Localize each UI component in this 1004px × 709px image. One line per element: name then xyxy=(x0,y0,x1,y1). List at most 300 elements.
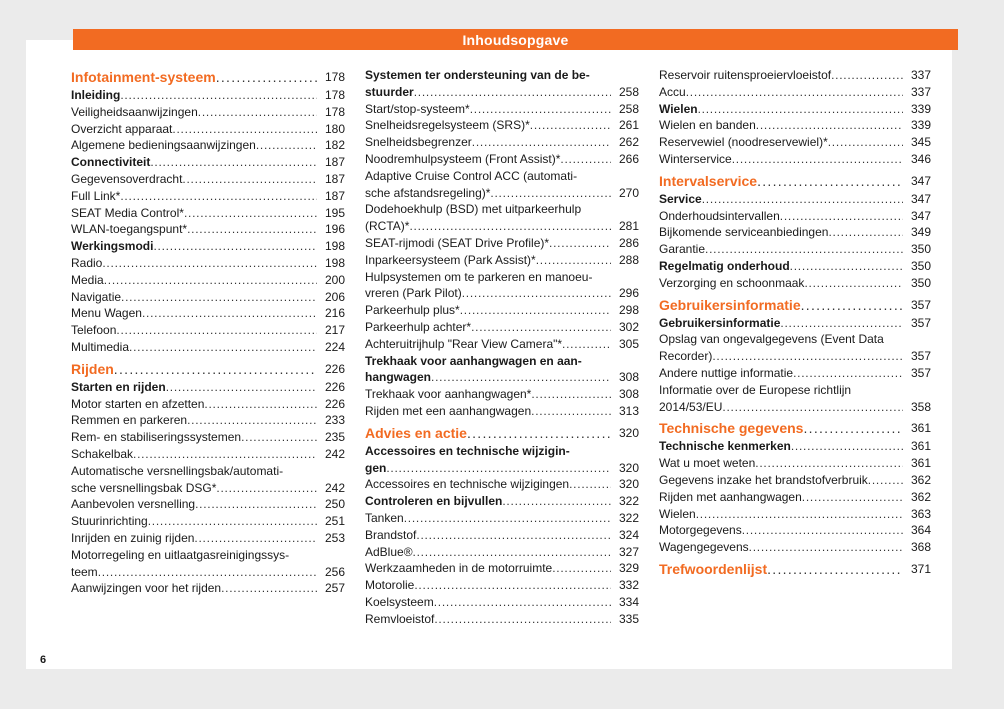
leader-dots xyxy=(198,104,317,121)
toc-entry-title: AdBlue® xyxy=(365,544,413,559)
leader-dots xyxy=(184,205,317,222)
toc-entry[interactable] xyxy=(659,315,931,332)
leader-dots xyxy=(460,302,611,319)
toc-entry[interactable] xyxy=(365,544,639,561)
toc-entry-title: Wielen xyxy=(659,101,698,116)
leader-dots xyxy=(828,224,903,241)
leader-dots xyxy=(868,472,903,489)
toc-entry-title: Rijden met aanhangwagen xyxy=(659,489,802,504)
leader-dots xyxy=(102,255,317,272)
leader-dots xyxy=(172,121,317,138)
toc-entry-title: Reservoir ruitensproeiervloeistof xyxy=(659,68,832,82)
toc-entry[interactable] xyxy=(659,191,931,208)
toc-entry-title: Wagengegevens xyxy=(659,540,749,555)
toc-entry[interactable] xyxy=(71,205,345,222)
toc-page-number: 346 xyxy=(910,151,931,166)
toc-entry[interactable] xyxy=(365,611,639,628)
toc-page-number: 302 xyxy=(618,319,639,334)
leader-dots xyxy=(793,365,903,382)
toc-page-number: 196 xyxy=(324,222,345,237)
toc-page-number: 296 xyxy=(618,286,639,301)
toc-entry[interactable] xyxy=(659,382,931,416)
toc-entry[interactable] xyxy=(71,496,345,513)
toc-entry[interactable] xyxy=(365,594,639,611)
toc-entry-title: Accu xyxy=(659,84,686,99)
toc-entry-title: stuurder xyxy=(365,84,414,99)
leader-dots xyxy=(803,418,903,438)
toc-entry[interactable] xyxy=(365,168,639,202)
toc-entry[interactable] xyxy=(71,580,345,597)
toc-entry[interactable] xyxy=(71,121,345,138)
leader-dots xyxy=(470,101,611,118)
toc-entry-title: Werkzaamheden in de motorruimte xyxy=(365,561,553,576)
leader-dots xyxy=(216,67,317,87)
toc-entry-title: Algemene bedieningsaanwijzingen xyxy=(71,138,256,153)
toc-page-number: 371 xyxy=(910,561,931,576)
toc-page-number: 313 xyxy=(618,403,639,418)
toc-entry-title: gen xyxy=(365,460,387,475)
leader-dots xyxy=(472,134,611,151)
toc-chapter-heading[interactable] xyxy=(71,67,345,87)
toc-entry[interactable] xyxy=(365,577,639,594)
toc-page-number: 362 xyxy=(910,489,931,504)
toc-entry-title-line: Informatie over de Europese richtlijn xyxy=(659,382,852,397)
toc-entry-title: Multimedia xyxy=(71,339,130,354)
toc-entry[interactable] xyxy=(365,336,639,353)
toc-entry[interactable] xyxy=(71,305,345,322)
toc-page-number: 334 xyxy=(618,594,639,609)
toc-page-number: 178 xyxy=(324,70,345,84)
toc-entry-title: Motorgegevens xyxy=(659,523,742,538)
toc-entry[interactable] xyxy=(659,208,931,225)
leader-dots xyxy=(802,489,903,506)
toc-entry[interactable] xyxy=(71,396,345,413)
toc-entry[interactable] xyxy=(71,87,345,104)
leader-dots xyxy=(216,480,317,497)
toc-entry-title: Gegevens inzake het brandstofverbruik xyxy=(659,472,868,487)
toc-entry-title: Wat u moet weten xyxy=(659,456,756,471)
toc-entry[interactable] xyxy=(71,429,345,446)
toc-entry-title: Navigatie xyxy=(71,289,122,304)
toc-entry-title: Trefwoordenlijst xyxy=(659,560,768,577)
toc-page-number: 361 xyxy=(910,421,931,436)
toc-entry[interactable] xyxy=(365,386,639,403)
leader-dots xyxy=(414,577,611,594)
toc-entry[interactable] xyxy=(365,403,639,420)
toc-entry-row xyxy=(365,369,639,386)
toc-entry[interactable] xyxy=(365,302,639,319)
toc-page-number: 339 xyxy=(910,118,931,133)
leader-dots xyxy=(386,460,611,477)
leader-dots xyxy=(791,438,903,455)
toc-entry-title: 2014/53/EU xyxy=(659,399,723,414)
toc-chapter-heading[interactable] xyxy=(365,423,639,443)
toc-entry-title: Werkingsmodi xyxy=(71,239,154,254)
toc-entry-title: (RCTA)* xyxy=(365,219,410,234)
toc-entry-title: Start/stop-systeem* xyxy=(365,101,470,116)
toc-entry-title: Snelheidsbegrenzer xyxy=(365,135,472,150)
toc-page-number: 250 xyxy=(324,497,345,512)
toc-entry-title-line: Trekhaak voor aanhangwagen en aan- xyxy=(365,353,582,368)
toc-entry[interactable] xyxy=(659,134,931,151)
leader-dots xyxy=(552,560,611,577)
toc-entry[interactable] xyxy=(71,255,345,272)
leader-dots xyxy=(502,493,611,510)
toc-entry[interactable] xyxy=(659,101,931,118)
leader-dots xyxy=(722,399,903,416)
toc-page-number: 358 xyxy=(910,399,931,414)
toc-entry-title: Gebruikersinformatie xyxy=(659,296,801,313)
page-number: 6 xyxy=(40,654,47,666)
toc-entry-title: Gegevensoverdracht xyxy=(71,171,183,186)
toc-entry-title: Media xyxy=(71,272,104,287)
toc-entry-title: Technische kenmerken xyxy=(659,439,791,454)
leader-dots xyxy=(204,396,317,413)
toc-entry-title: sche versnellingsbak DSG* xyxy=(71,480,217,495)
toc-column-3 xyxy=(659,67,931,579)
toc-page-number: 217 xyxy=(324,323,345,338)
leader-dots xyxy=(696,506,903,523)
toc-page-number: 258 xyxy=(618,101,639,116)
leader-dots xyxy=(194,530,317,547)
leader-dots xyxy=(116,322,317,339)
toc-entry-title-line: Opslag van ongevalgegevens (Event Data xyxy=(659,332,884,347)
toc-entry[interactable] xyxy=(365,353,639,387)
toc-page-number: 337 xyxy=(910,84,931,99)
toc-entry[interactable] xyxy=(365,527,639,544)
toc-entry[interactable] xyxy=(71,339,345,356)
toc-entry[interactable] xyxy=(659,224,931,241)
toc-entry[interactable] xyxy=(659,489,931,506)
leader-dots xyxy=(755,455,903,472)
leader-dots xyxy=(133,446,317,463)
toc-entry[interactable] xyxy=(365,493,639,510)
toc-entry[interactable] xyxy=(659,331,931,365)
leader-dots xyxy=(467,423,611,443)
toc-page-number: 200 xyxy=(324,272,345,287)
toc-entry-title-line: Motorregeling en uitlaatgasreinigingssys- xyxy=(71,547,290,562)
leader-dots xyxy=(434,611,611,628)
leader-dots xyxy=(698,101,903,118)
toc-page-number: 357 xyxy=(910,315,931,330)
toc-entry[interactable] xyxy=(659,472,931,489)
toc-entry[interactable] xyxy=(365,101,639,118)
toc-page-number: 242 xyxy=(324,480,345,495)
toc-page-number: 180 xyxy=(324,121,345,136)
toc-chapter-heading[interactable] xyxy=(71,359,345,379)
leader-dots xyxy=(431,369,611,386)
toc-page-number: 322 xyxy=(618,510,639,525)
toc-entry[interactable] xyxy=(365,235,639,252)
toc-entry-title: SEAT-rijmodi (SEAT Drive Profile)* xyxy=(365,235,550,250)
leader-dots xyxy=(104,272,317,289)
toc-page-number: 198 xyxy=(324,239,345,254)
toc-entry-title: Aanbevolen versnelling xyxy=(71,497,196,512)
leader-dots xyxy=(767,559,903,579)
toc-page-number: 320 xyxy=(618,477,639,492)
toc-page-number: 256 xyxy=(324,564,345,579)
leader-dots xyxy=(221,580,317,597)
toc-page-number: 350 xyxy=(910,275,931,290)
leader-dots xyxy=(416,527,611,544)
toc-entry-title: Reservewiel (noodreservewiel)* xyxy=(659,135,828,150)
toc-entry-title: Noodremhulpsysteem (Front Assist)* xyxy=(365,151,561,166)
toc-page-number: 216 xyxy=(324,306,345,321)
leader-dots xyxy=(153,238,317,255)
leader-dots xyxy=(686,84,903,101)
toc-entry-title: Inleiding xyxy=(71,88,121,102)
toc-entry-title: Achteruitrijhulp "Rear View Camera"* xyxy=(365,336,563,351)
toc-entry[interactable] xyxy=(365,269,639,303)
leader-dots xyxy=(742,522,903,539)
toc-entry[interactable] xyxy=(659,258,931,275)
toc-entry-row xyxy=(365,218,639,235)
toc-entry-title: Parkeerhulp achter* xyxy=(365,319,472,334)
toc-entry[interactable] xyxy=(71,221,345,238)
toc-entry[interactable] xyxy=(659,275,931,292)
toc-entry-title: Rijden met een aanhangwagen xyxy=(365,403,532,418)
toc-entry-title: Garantie xyxy=(659,242,706,257)
toc-page-number: 361 xyxy=(910,456,931,471)
toc-page-number: 335 xyxy=(618,611,639,626)
leader-dots xyxy=(562,336,611,353)
toc-entry-title: Trekhaak voor aanhangwagen* xyxy=(365,387,532,402)
toc-page-number: 327 xyxy=(618,544,639,559)
leader-dots xyxy=(560,151,611,168)
toc-page-number: 226 xyxy=(324,379,345,394)
toc-page-number: 257 xyxy=(324,581,345,596)
toc-page-number: 187 xyxy=(324,171,345,186)
leader-dots xyxy=(187,221,317,238)
leader-dots xyxy=(114,359,317,379)
toc-entry[interactable] xyxy=(659,539,931,556)
toc-entry[interactable] xyxy=(71,322,345,339)
toc-entry[interactable] xyxy=(659,67,931,84)
toc-page-number: 187 xyxy=(324,155,345,170)
toc-entry-row xyxy=(365,460,639,477)
toc-page-number: 347 xyxy=(910,208,931,223)
toc-entry-title: Stuurinrichting xyxy=(71,514,148,529)
toc-page-number: 347 xyxy=(910,173,931,188)
toc-chapter-heading[interactable] xyxy=(659,418,931,438)
toc-entry-title: Infotainment-systeem xyxy=(71,69,216,85)
toc-entry-title: WLAN-toegangspunt* xyxy=(71,222,188,237)
toc-entry-row xyxy=(365,285,639,302)
toc-entry-row xyxy=(659,399,931,416)
toc-page-number: 270 xyxy=(618,185,639,200)
toc-entry-title: Remvloeistof xyxy=(365,611,435,626)
leader-dots xyxy=(490,185,611,202)
toc-page-number: 350 xyxy=(910,258,931,273)
leader-dots xyxy=(531,386,611,403)
toc-entry[interactable] xyxy=(659,438,931,455)
leader-dots xyxy=(241,429,317,446)
leader-dots xyxy=(749,539,903,556)
toc-entry[interactable] xyxy=(365,67,639,101)
toc-page-number: 320 xyxy=(618,460,639,475)
toc-entry[interactable] xyxy=(659,84,931,101)
leader-dots xyxy=(549,235,611,252)
toc-page-number: 288 xyxy=(618,252,639,267)
toc-page-number: 187 xyxy=(324,188,345,203)
toc-entry-title: Wielen xyxy=(659,506,696,521)
toc-page-number: 251 xyxy=(324,514,345,529)
leader-dots xyxy=(142,305,317,322)
leader-dots xyxy=(831,67,903,84)
leader-dots xyxy=(757,171,903,191)
toc-entry[interactable] xyxy=(71,513,345,530)
toc-entry-title: Snelheidsregelsysteem (SRS)* xyxy=(365,118,530,133)
toc-page-number: 286 xyxy=(618,235,639,250)
toc-entry[interactable] xyxy=(365,151,639,168)
toc-page-number: 332 xyxy=(618,578,639,593)
toc-page-number: 337 xyxy=(910,68,931,82)
toc-entry[interactable] xyxy=(71,272,345,289)
toc-entry[interactable] xyxy=(659,365,931,382)
toc-entry-row xyxy=(71,480,345,497)
toc-entry-title: Inparkeersysteem (Park Assist)* xyxy=(365,252,536,267)
toc-entry[interactable] xyxy=(365,560,639,577)
leader-dots xyxy=(434,594,611,611)
toc-entry-title-line: Accessoires en technische wijzigin- xyxy=(365,443,570,458)
toc-page-number: 320 xyxy=(618,425,639,440)
toc-entry-title: Inrijden en zuinig rijden xyxy=(71,530,195,545)
toc-page-number: 308 xyxy=(618,370,639,385)
toc-entry[interactable] xyxy=(71,154,345,171)
toc-entry[interactable] xyxy=(71,104,345,121)
toc-page-number: 224 xyxy=(324,339,345,354)
toc-entry-title: Motor starten en afzetten xyxy=(71,396,205,411)
toc-entry-title: sche afstandsregeling)* xyxy=(365,185,491,200)
leader-dots xyxy=(536,252,611,269)
toc-entry-title: Intervalservice xyxy=(659,172,758,189)
toc-page-number: 242 xyxy=(324,446,345,461)
toc-entry-title: Andere nuttige informatie xyxy=(659,365,794,380)
toc-page-number: 235 xyxy=(324,430,345,445)
toc-page-number: 363 xyxy=(910,506,931,521)
toc-page-number: 305 xyxy=(618,336,639,351)
leader-dots xyxy=(120,87,317,104)
toc-chapter-heading[interactable] xyxy=(659,559,931,579)
toc-page-number: 261 xyxy=(618,118,639,133)
toc-entry-title: Telefoon xyxy=(71,323,117,338)
toc-chapter-heading[interactable] xyxy=(659,171,931,191)
leader-dots xyxy=(780,315,903,332)
toc-entry[interactable] xyxy=(71,379,345,396)
toc-entry[interactable] xyxy=(365,201,639,235)
leader-dots xyxy=(404,510,611,527)
leader-dots xyxy=(531,403,611,420)
toc-entry[interactable] xyxy=(659,455,931,472)
leader-dots xyxy=(702,191,903,208)
toc-entry-title: Verzorging en schoonmaak xyxy=(659,275,805,290)
toc-entry-title: Menu Wagen xyxy=(71,306,142,321)
toc-page-number: 195 xyxy=(324,205,345,220)
leader-dots xyxy=(195,496,317,513)
toc-entry-title: SEAT Media Control* xyxy=(71,205,184,220)
toc-entry[interactable] xyxy=(365,134,639,151)
leader-dots xyxy=(569,476,611,493)
toc-entry-row xyxy=(71,564,345,581)
toc-entry[interactable] xyxy=(71,171,345,188)
toc-entry[interactable] xyxy=(71,412,345,429)
toc-entry-title: Advies en actie xyxy=(365,424,467,441)
toc-entry[interactable] xyxy=(71,446,345,463)
toc-entry[interactable] xyxy=(659,506,931,523)
toc-entry[interactable] xyxy=(365,443,639,477)
document-page xyxy=(26,31,952,669)
leader-dots xyxy=(182,171,317,188)
leader-dots xyxy=(166,379,317,396)
toc-entry[interactable] xyxy=(365,510,639,527)
toc-chapter-heading[interactable] xyxy=(659,295,931,315)
toc-entry-title: Parkeerhulp plus* xyxy=(365,303,460,318)
toc-entry[interactable] xyxy=(71,238,345,255)
toc-entry[interactable] xyxy=(659,151,931,168)
toc-page-number: 364 xyxy=(910,523,931,538)
toc-entry[interactable] xyxy=(365,476,639,493)
toc-entry-title: Controleren en bijvullen xyxy=(365,494,503,509)
toc-page-number: 281 xyxy=(618,219,639,234)
toc-entry[interactable] xyxy=(365,252,639,269)
toc-entry[interactable] xyxy=(659,117,931,134)
leader-dots xyxy=(790,258,903,275)
toc-entry[interactable] xyxy=(71,547,345,581)
toc-page-number: 345 xyxy=(910,135,931,150)
toc-page-number: 298 xyxy=(618,303,639,318)
leader-dots xyxy=(256,137,317,154)
toc-page-number: 357 xyxy=(910,349,931,364)
leader-dots xyxy=(530,117,611,134)
leader-dots xyxy=(148,513,317,530)
leader-dots xyxy=(732,151,903,168)
toc-page-number: 226 xyxy=(324,361,345,376)
toc-entry[interactable] xyxy=(71,463,345,497)
toc-entry-title: Full Link* xyxy=(71,188,121,203)
toc-entry[interactable] xyxy=(71,188,345,205)
toc-page-number: 362 xyxy=(910,472,931,487)
leader-dots xyxy=(801,295,903,315)
toc-entry-row xyxy=(365,185,639,202)
leader-dots xyxy=(120,188,317,205)
toc-entry[interactable] xyxy=(71,530,345,547)
toc-page-number: 182 xyxy=(324,138,345,153)
toc-entry[interactable] xyxy=(365,117,639,134)
toc-entry-title: hangwagen xyxy=(365,370,432,385)
toc-page-number: 347 xyxy=(910,191,931,206)
toc-page-number: 308 xyxy=(618,387,639,402)
page-title-banner xyxy=(73,29,958,50)
toc-entry-row xyxy=(365,84,639,101)
toc-page-number: 357 xyxy=(910,297,931,312)
toc-entry[interactable] xyxy=(365,319,639,336)
toc-entry[interactable] xyxy=(71,289,345,306)
toc-entry[interactable] xyxy=(659,241,931,258)
toc-entry-title: Rem- en stabiliseringssystemen xyxy=(71,430,242,445)
toc-entry[interactable] xyxy=(659,522,931,539)
toc-page-number: 258 xyxy=(618,84,639,99)
toc-page-number: 349 xyxy=(910,225,931,240)
toc-entry[interactable] xyxy=(71,137,345,154)
toc-entry-title: Accessoires en technische wijzigingen xyxy=(365,477,570,492)
toc-entry-title-line: Hulpsystemen om te parkeren en manoeu- xyxy=(365,269,593,284)
leader-dots xyxy=(187,412,317,429)
toc-entry-title: Technische gegevens xyxy=(659,420,804,437)
toc-entry-title: Service xyxy=(659,191,702,206)
toc-page-number: 266 xyxy=(618,151,639,166)
toc-entry-title: Remmen en parkeren xyxy=(71,413,188,428)
toc-entry-title-line: Adaptive Cruise Control ACC (automati- xyxy=(365,168,578,183)
